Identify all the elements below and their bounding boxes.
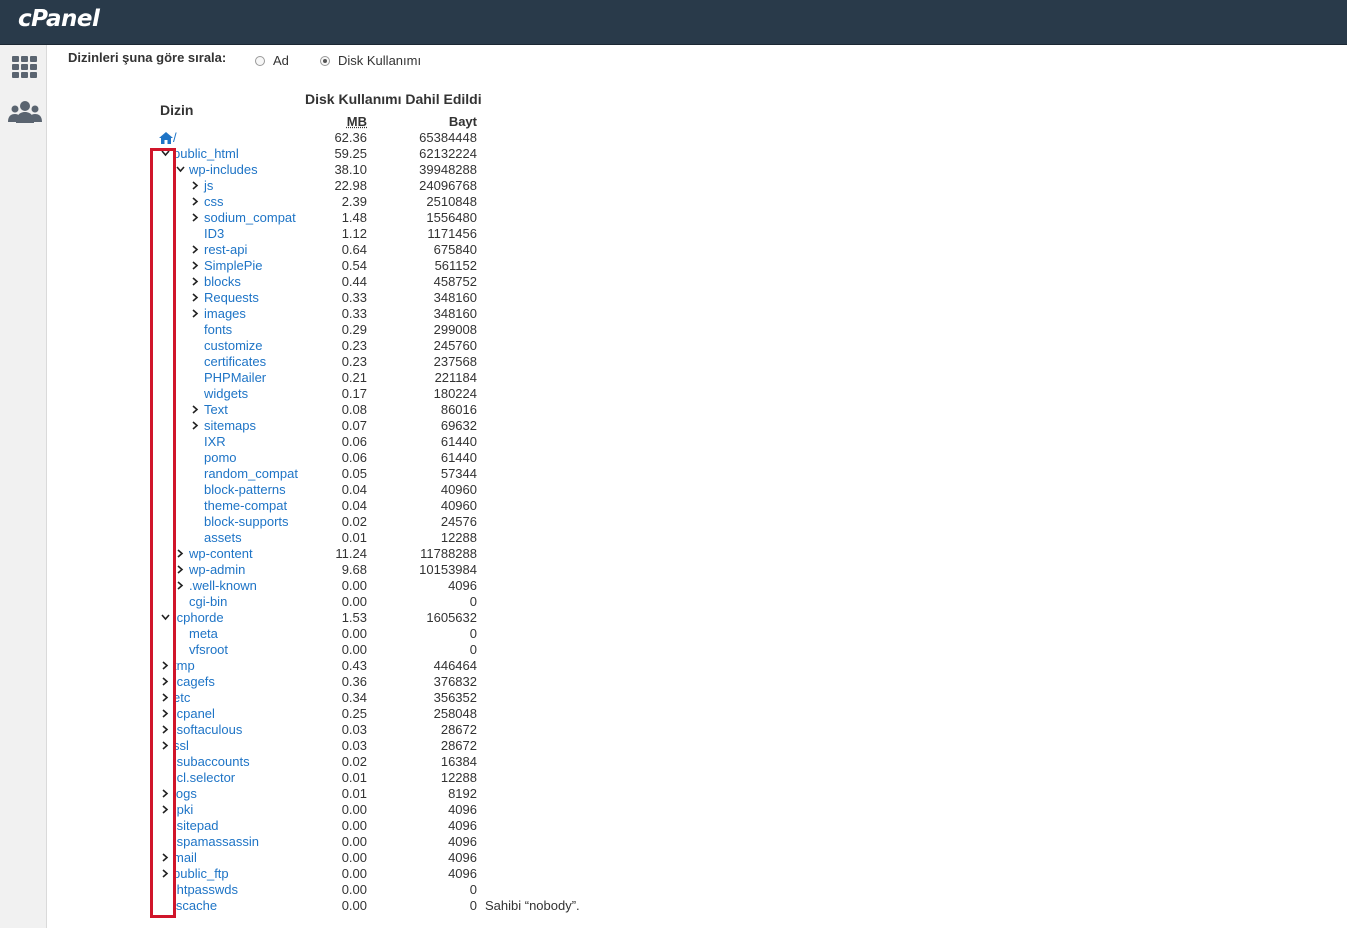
size-bytes: 69632	[440, 418, 477, 433]
sidebar	[0, 45, 47, 928]
size-mb: 0.01	[341, 786, 367, 801]
chevron-right-icon[interactable]	[189, 290, 201, 306]
highlight-box	[150, 148, 176, 918]
size-bytes: 1556480	[426, 210, 477, 225]
sort-label: Dizinleri şuna göre sırala:	[68, 50, 227, 65]
directory-link[interactable]: css	[204, 194, 224, 209]
table-row	[47, 626, 607, 642]
size-bytes: 0	[469, 642, 477, 657]
size-bytes: 299008	[433, 322, 477, 337]
cpanel-logo[interactable]: cPanel	[18, 6, 100, 32]
directory-link[interactable]: ssl	[173, 738, 189, 753]
table-row	[47, 882, 607, 898]
size-mb: 0.00	[341, 882, 367, 897]
chevron-right-icon[interactable]	[189, 274, 201, 290]
size-bytes: 458752	[433, 274, 477, 289]
directory-link[interactable]: mail	[173, 850, 197, 865]
sort-by-disk-usage-label: Disk Kullanımı	[338, 53, 422, 68]
table-row	[47, 162, 607, 178]
grid-icon[interactable]	[11, 55, 39, 81]
directory-link[interactable]: Requests	[204, 290, 259, 305]
chevron-right-icon[interactable]	[189, 306, 201, 322]
size-bytes: 24576	[440, 514, 477, 529]
directory-link[interactable]: .well-known	[189, 578, 257, 593]
size-mb: 0.29	[341, 322, 367, 337]
directory-link[interactable]: images	[204, 306, 246, 321]
size-mb: 0.00	[341, 626, 367, 641]
size-mb: 0.05	[341, 466, 367, 481]
size-bytes: 86016	[440, 402, 477, 417]
size-mb: 0.00	[341, 834, 367, 849]
table-row	[47, 210, 607, 226]
main-content	[47, 45, 1347, 928]
size-mb: 0.23	[341, 354, 367, 369]
table-row	[47, 194, 607, 210]
size-bytes: 10153984	[419, 562, 477, 577]
size-mb: 1.12	[341, 226, 367, 241]
size-mb: 38.10	[334, 162, 367, 177]
directory-link[interactable]: wp-admin	[189, 562, 246, 577]
size-mb: 59.25	[334, 146, 367, 161]
table-row	[47, 306, 607, 322]
size-bytes: 348160	[433, 306, 477, 321]
column-header-mb: MB	[346, 114, 367, 129]
size-bytes: 40960	[440, 498, 477, 513]
size-mb: 0.21	[341, 370, 367, 385]
directory-link[interactable]: random_compat	[204, 466, 298, 481]
size-mb: 0.34	[341, 690, 367, 705]
directory-link[interactable]: fonts	[204, 322, 233, 337]
size-mb: 0.00	[341, 818, 367, 833]
size-mb: 0.00	[341, 850, 367, 865]
directory-link[interactable]: .cphorde	[173, 610, 224, 625]
table-row	[47, 178, 607, 194]
home-icon[interactable]	[159, 130, 173, 146]
table-row	[47, 834, 607, 850]
size-bytes: 245760	[433, 338, 477, 353]
directory-link[interactable]: .spamassassin	[173, 834, 259, 849]
radio-indicator[interactable]	[320, 56, 330, 66]
size-mb: 0.07	[341, 418, 367, 433]
directory-link[interactable]: cgi-bin	[189, 594, 228, 609]
size-bytes: 4096	[448, 850, 477, 865]
table-row	[47, 482, 607, 498]
table-row	[47, 642, 607, 658]
size-bytes: 4096	[448, 802, 477, 817]
table-row	[47, 418, 607, 434]
table-row	[47, 562, 607, 578]
size-mb: 62.36	[334, 130, 367, 145]
table-row	[47, 338, 607, 354]
size-mb: 0.08	[341, 402, 367, 417]
size-bytes: 61440	[440, 434, 477, 449]
size-bytes: 65384448	[419, 130, 477, 145]
size-bytes: 356352	[433, 690, 477, 705]
directory-link[interactable]: .cpanel	[173, 706, 215, 721]
size-bytes: 28672	[440, 722, 477, 737]
directory-link[interactable]: .softaculous	[173, 722, 243, 737]
directory-link[interactable]: Text	[204, 402, 228, 417]
size-mb: 0.04	[341, 498, 367, 513]
table-row	[47, 370, 607, 386]
directory-link[interactable]: PHPMailer	[204, 370, 267, 385]
size-bytes: 16384	[440, 754, 477, 769]
size-mb: 0.01	[341, 530, 367, 545]
size-mb: 0.54	[341, 258, 367, 273]
size-mb: 0.00	[341, 578, 367, 593]
size-mb: 0.04	[341, 482, 367, 497]
size-bytes: 0	[469, 594, 477, 609]
directory-link[interactable]: block-patterns	[204, 482, 286, 497]
table-row	[47, 898, 607, 914]
chevron-right-icon[interactable]	[189, 210, 201, 226]
top-bar	[0, 0, 1347, 45]
size-bytes: 12288	[440, 530, 477, 545]
size-mb: 0.00	[341, 594, 367, 609]
column-header-bytes: Bayt	[448, 114, 477, 129]
directory-link[interactable]: vfsroot	[189, 642, 229, 657]
radio-indicator[interactable]	[255, 56, 265, 66]
size-mb: 0.03	[341, 738, 367, 753]
table-row	[47, 322, 607, 338]
directory-link[interactable]: IXR	[204, 434, 226, 449]
table-row	[47, 674, 607, 690]
size-mb: 0.36	[341, 674, 367, 689]
table-row	[47, 466, 607, 482]
table-row	[47, 818, 607, 834]
size-bytes: 561152	[434, 258, 477, 273]
size-bytes: 11788288	[420, 546, 477, 561]
sort-by-name-label: Ad	[273, 53, 289, 68]
table-row	[47, 402, 607, 418]
size-mb: 1.53	[341, 610, 367, 625]
directory-link[interactable]: wp-includes	[189, 162, 258, 177]
size-mb: 0.17	[341, 386, 367, 401]
table-row	[47, 354, 607, 370]
table-row	[47, 866, 607, 882]
directory-link[interactable]: widgets	[204, 386, 249, 401]
size-bytes: 61440	[440, 450, 477, 465]
directory-link[interactable]: customize	[204, 338, 263, 353]
directory-link[interactable]: certificates	[204, 354, 267, 369]
directory-link[interactable]: meta	[189, 626, 218, 641]
size-bytes: 0	[469, 882, 477, 897]
size-mb: 0.02	[341, 514, 367, 529]
size-bytes: 0	[469, 898, 477, 913]
directory-link[interactable]: SimplePie	[204, 258, 263, 273]
table-row	[47, 146, 607, 162]
directory-link[interactable]: .subaccounts	[173, 754, 250, 769]
chevron-right-icon[interactable]	[189, 178, 201, 194]
users-icon[interactable]	[8, 99, 42, 125]
table-row	[47, 786, 607, 802]
size-bytes: 4096	[448, 866, 477, 881]
table-row	[47, 514, 607, 530]
table-row	[47, 610, 607, 626]
size-bytes: 4096	[448, 818, 477, 833]
table-row	[47, 738, 607, 754]
size-mb: 0.00	[341, 642, 367, 657]
directory-link[interactable]: .cagefs	[173, 674, 215, 689]
size-mb: 0.23	[341, 338, 367, 353]
sort-by-disk-usage-radio[interactable]	[320, 53, 421, 68]
chevron-right-icon[interactable]	[189, 258, 201, 274]
size-mb: 0.00	[341, 866, 367, 881]
chevron-right-icon[interactable]	[189, 418, 201, 434]
size-bytes: 4096	[448, 578, 477, 593]
table-row	[47, 530, 607, 546]
size-mb: 0.33	[341, 306, 367, 321]
directory-link[interactable]: blocks	[204, 274, 241, 289]
table-row	[47, 386, 607, 402]
size-bytes: 446464	[433, 658, 477, 673]
size-mb: 0.44	[341, 274, 367, 289]
table-row	[47, 226, 607, 242]
directory-link[interactable]: pomo	[204, 450, 237, 465]
chevron-right-icon[interactable]	[189, 402, 201, 418]
table-row	[47, 498, 607, 514]
table-row	[47, 546, 607, 562]
table-row	[47, 850, 607, 866]
directory-link[interactable]: block-supports	[204, 514, 289, 529]
directory-link[interactable]: tmp	[173, 658, 195, 673]
directory-link[interactable]: .cl.selector	[173, 770, 236, 785]
size-bytes: 4096	[448, 834, 477, 849]
directory-link[interactable]: /	[173, 130, 177, 145]
size-bytes: 57344	[440, 466, 477, 481]
table-row	[47, 690, 607, 706]
directory-link[interactable]: rest-api	[204, 242, 248, 257]
table-row	[47, 290, 607, 306]
table-row	[47, 258, 607, 274]
size-bytes: 258048	[433, 706, 477, 721]
table-row	[47, 594, 607, 610]
size-bytes: 8192	[448, 786, 477, 801]
chevron-right-icon[interactable]	[189, 194, 201, 210]
size-bytes: 0	[469, 626, 477, 641]
size-mb: 0.33	[341, 290, 367, 305]
size-bytes: 376832	[433, 674, 477, 689]
size-bytes: 675840	[433, 242, 477, 257]
size-bytes: 39948288	[419, 162, 477, 177]
directory-link[interactable]: assets	[204, 530, 242, 545]
size-mb: 0.00	[341, 802, 367, 817]
size-mb: 0.64	[341, 242, 367, 257]
size-mb: 11.24	[335, 546, 367, 561]
size-bytes: 62132224	[419, 146, 477, 161]
directory-link[interactable]: logs	[173, 786, 197, 801]
chevron-right-icon[interactable]	[189, 242, 201, 258]
directory-link[interactable]: wp-content	[189, 546, 253, 561]
size-mb: 0.00	[341, 898, 367, 913]
size-bytes: 1605632	[426, 610, 477, 625]
table-row	[47, 658, 607, 674]
size-mb: 0.06	[341, 434, 367, 449]
size-mb: 1.48	[341, 210, 367, 225]
size-bytes: 24096768	[419, 178, 477, 193]
table-row	[47, 754, 607, 770]
size-bytes: 1171456	[427, 226, 477, 241]
table-row	[47, 770, 607, 786]
size-bytes: 2510848	[426, 194, 477, 209]
directory-link[interactable]: .pki	[173, 802, 194, 817]
directory-link[interactable]: sodium_compat	[204, 210, 296, 225]
table-row	[47, 578, 607, 594]
size-mb: 0.43	[341, 658, 367, 673]
table-row	[47, 706, 607, 722]
directory-link[interactable]: ID3	[204, 226, 225, 241]
directory-link[interactable]: .htpasswds	[173, 882, 239, 897]
size-mb: 0.06	[341, 450, 367, 465]
directory-link[interactable]: lscache	[173, 898, 218, 913]
sort-by-name-radio[interactable]	[255, 53, 289, 68]
size-mb: 0.03	[341, 722, 367, 737]
table-row	[47, 130, 607, 146]
directory-link[interactable]: sitemaps	[204, 418, 257, 433]
size-bytes: 12288	[440, 770, 477, 785]
directory-link[interactable]: etc	[173, 690, 191, 705]
table-row	[47, 722, 607, 738]
size-bytes: 348160	[433, 290, 477, 305]
size-mb: 0.25	[341, 706, 367, 721]
size-mb: 2.39	[341, 194, 367, 209]
table-row	[47, 274, 607, 290]
column-header-disk-usage: Disk Kullanımı Dahil Edildi	[305, 91, 482, 107]
size-bytes: 28672	[440, 738, 477, 753]
directory-link[interactable]: .sitepad	[173, 818, 219, 833]
size-mb: 9.68	[341, 562, 367, 577]
size-bytes: 221184	[434, 370, 477, 385]
table-row	[47, 434, 607, 450]
size-bytes: 180224	[433, 386, 477, 401]
owner-note: Sahibi “nobody”.	[485, 898, 580, 913]
directory-link[interactable]: theme-compat	[204, 498, 288, 513]
table-row	[47, 802, 607, 818]
size-bytes: 40960	[440, 482, 477, 497]
size-mb: 22.98	[334, 178, 367, 193]
table-row	[47, 450, 607, 466]
column-header-directory: Dizin	[160, 102, 194, 118]
directory-link[interactable]: public_ftp	[173, 866, 229, 881]
size-mb: 0.02	[341, 754, 367, 769]
directory-link[interactable]: js	[204, 178, 214, 193]
table-row	[47, 242, 607, 258]
directory-link[interactable]: public_html	[173, 146, 239, 161]
size-bytes: 237568	[433, 354, 477, 369]
size-mb: 0.01	[341, 770, 367, 785]
